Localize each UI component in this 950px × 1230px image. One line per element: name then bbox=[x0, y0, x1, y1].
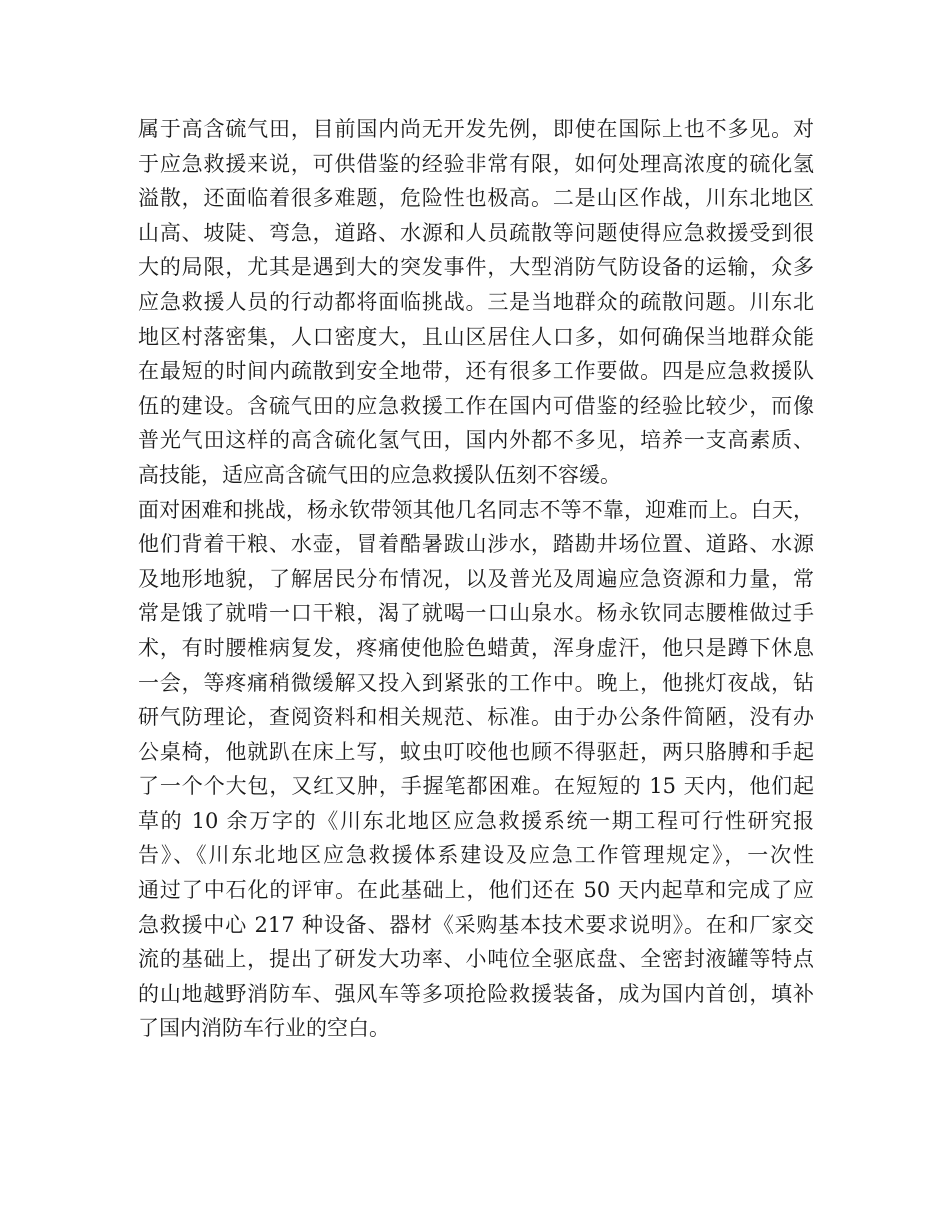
paragraph-line: 属于高含硫气田，目前国内尚无开发先例，即使在国际上也不多见。对 bbox=[138, 117, 814, 141]
paragraph-line: 应急救援人员的行动都将面临挑战。三是当地群众的疏散问题。川东北 bbox=[138, 289, 814, 314]
paragraph-line: 急救援中心 217 种设备、器材《采购基本技术要求说明》。在和厂家交 bbox=[138, 912, 814, 937]
paragraph-line: 的山地越野消防车、强风车等多项抢险救援装备，成为国内首创，填补 bbox=[138, 981, 814, 1006]
paragraph-line: 面对困难和挑战，杨永钦带领其他几名同志不等不靠，迎难而上。白天， bbox=[138, 497, 814, 522]
paragraph-line: 草的 10 余万字的《川东北地区应急救援系统一期工程可行性研究报 bbox=[138, 808, 814, 833]
paragraph-line: 术，有时腰椎病复发，疼痛使他脸色蜡黄，浑身虚汗，他只是蹲下休息 bbox=[138, 635, 814, 660]
paragraph-line: 大的局限，尤其是遇到大的突发事件，大型消防气防设备的运输，众多 bbox=[138, 255, 814, 280]
paragraph-line: 于应急救援来说，可供借鉴的经验非常有限，如何处理高浓度的硫化氢 bbox=[138, 151, 814, 176]
paragraph-line: 了国内消防车行业的空白。 bbox=[138, 1016, 390, 1041]
paragraph-line: 研气防理论，查阅资料和相关规范、标准。由于办公条件简陋，没有办 bbox=[138, 705, 814, 730]
paragraph-line: 伍的建设。含硫气田的应急救援工作在国内可借鉴的经验比较少，而像 bbox=[138, 393, 814, 418]
paragraph-line: 溢散，还面临着很多难题，危险性也极高。二是山区作战，川东北地区 bbox=[138, 186, 814, 211]
paragraph-line: 流的基础上，提出了研发大功率、小吨位全驱底盘、全密封液罐等特点 bbox=[138, 947, 814, 972]
paragraph-2 bbox=[138, 493, 814, 1047]
paragraph-line: 普光气田这样的高含硫化氢气田，国内外都不多见，培养一支高素质、 bbox=[138, 428, 814, 453]
paragraph-line: 他们背着干粮、水壶，冒着酷暑跋山涉水，踏勘井场位置、道路、水源 bbox=[138, 532, 814, 557]
paragraph-line: 高技能，适应高含硫气田的应急救援队伍刻不容缓。 bbox=[138, 462, 621, 487]
paragraph-line: 山高、坡陡、弯急，道路、水源和人员疏散等问题使得应急救援受到很 bbox=[138, 220, 814, 245]
paragraph-line: 在最短的时间内疏散到安全地带，还有很多工作要做。四是应急救援队 bbox=[138, 359, 814, 384]
paragraph-line: 告》、《川东北地区应急救援体系建设及应急工作管理规定》，一次性 bbox=[138, 843, 814, 868]
paragraph-line: 一会，等疼痛稍微缓解又投入到紧张的工作中。晚上，他挑灯夜战，钻 bbox=[138, 670, 814, 695]
paragraph-line: 通过了中石化的评审。在此基础上，他们还在 50 天内起草和完成了应 bbox=[138, 878, 814, 903]
paragraph-line: 了一个个大包，又红又肿，手握笔都困难。在短短的 15 天内，他们起 bbox=[138, 774, 814, 799]
paragraph-line: 地区村落密集，人口密度大，且山区居住人口多，如何确保当地群众能 bbox=[138, 324, 814, 349]
document-body bbox=[138, 112, 814, 1046]
paragraph-line: 常是饿了就啃一口干粮，渴了就喝一口山泉水。杨永钦同志腰椎做过手 bbox=[138, 601, 814, 626]
paragraph-line: 公桌椅，他就趴在床上写，蚊虫叮咬他也顾不得驱赶，两只胳膊和手起 bbox=[138, 739, 814, 764]
paragraph-1 bbox=[138, 112, 814, 493]
paragraph-line: 及地形地貌，了解居民分布情况，以及普光及周遍应急资源和力量，常 bbox=[138, 566, 814, 591]
